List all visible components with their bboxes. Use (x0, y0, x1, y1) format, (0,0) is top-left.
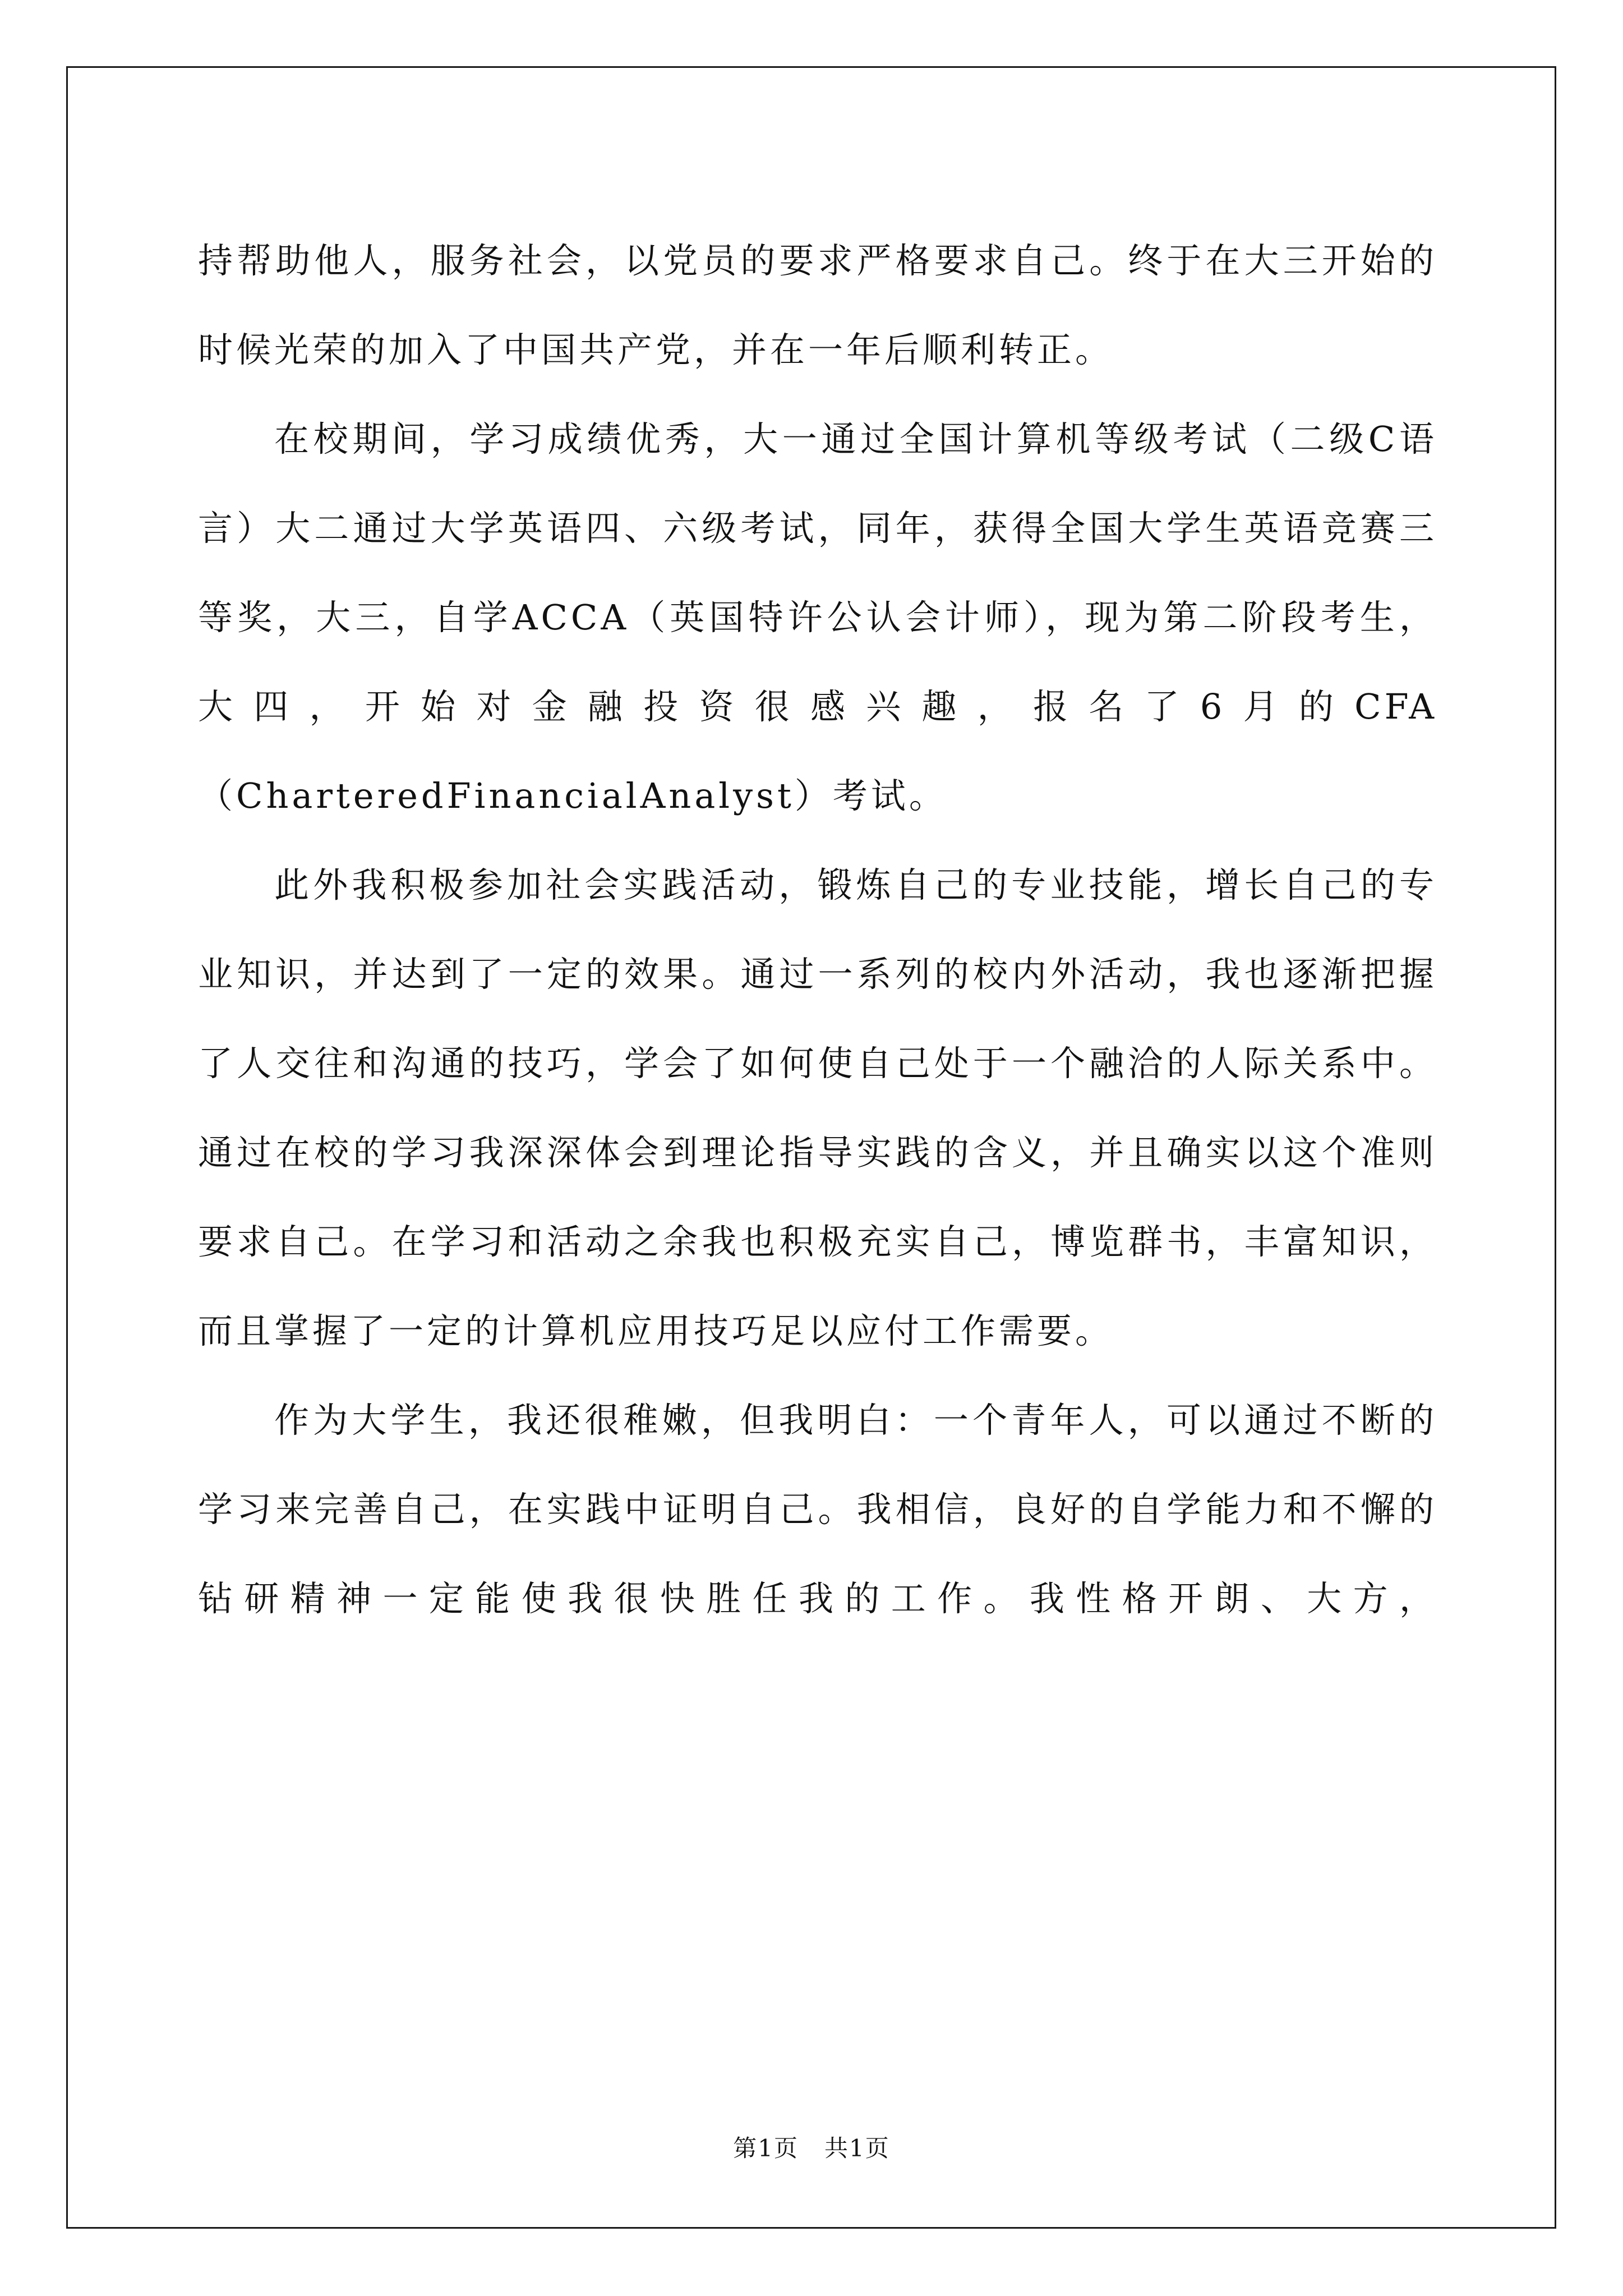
paragraph-social-practice: 此外我积极参加社会实践活动，锻炼自己的专业技能，增长自己的专业知识，并达到了一定的效果。通过一系列的校内外活动，我也逐渐把握了人交往和沟通的技巧，学会了如何使自己处于一个融洽的人际关系中。通过在校的学习我深深体会到理论指导实践的含义，并且确实以这个准则要求自己。在学习和活动之余我也积极充实自己，博览群书，丰富知识，而且掌握了一定的计算机应用技巧足以应付工作需要。 (198, 864, 1437, 1351)
page-number: 第1页 共1页 (733, 2134, 890, 2162)
paragraph-party-membership: 持帮助他人，服务社会，以党员的要求严格要求自己。终于在大三开始的时候光荣的加入了中国共产党，并在一年后顺利转正。 (198, 240, 1437, 370)
paragraph-self-assessment: 作为大学生，我还很稚嫩，但我明白：一个青年人，可以通过不断的学习来完善自己，在实践中证明自己。我相信，良好的自学能力和不懈的钻研精神一定能使我很快胜任我的工作。我性格开朗、大方， (198, 1400, 1437, 1619)
page-footer (0, 2134, 1623, 2162)
document-body (198, 216, 1437, 1643)
paragraph-academic-record: 在校期间，学习成绩优秀，大一通过全国计算机等级考试（二级C语言）大二通过大学英语四、六级考试，同年，获得全国大学生英语竞赛三等奖，大三，自学ACCA（英国特许公认会计师），现为第二阶段考生，大四，开始对金融投资很感兴趣，报名了6月的CFA（CharteredFinancialAnalyst）考试。 (198, 418, 1437, 816)
